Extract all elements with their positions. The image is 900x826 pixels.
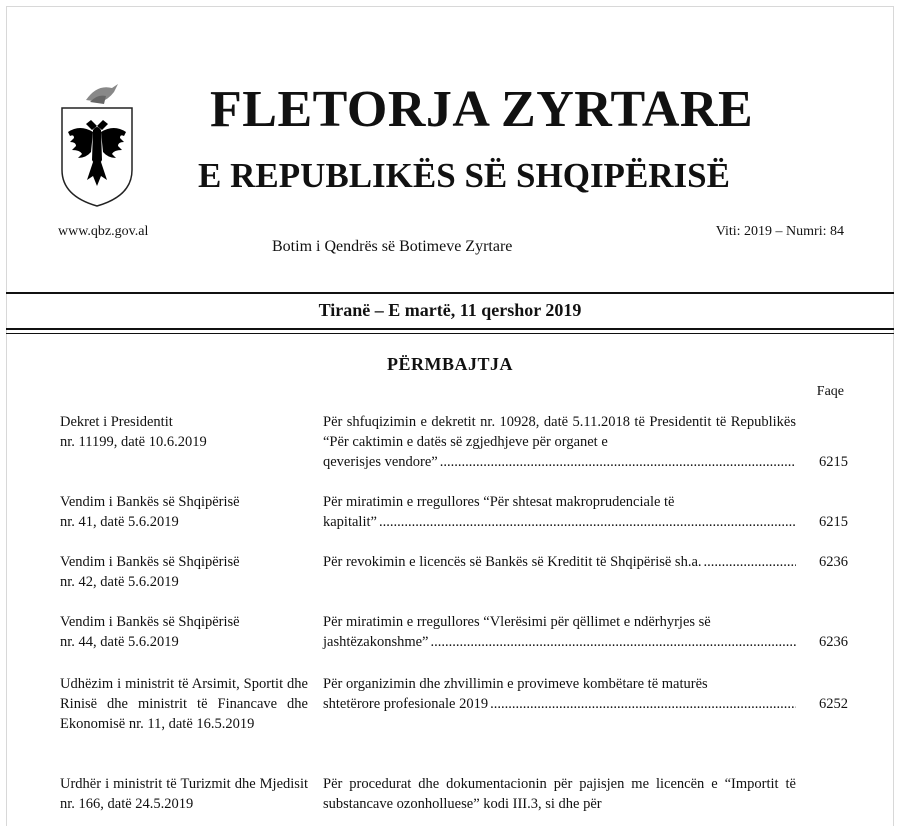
publisher-line: Botim i Qendrës së Botimeve Zyrtare xyxy=(272,238,513,255)
act-description xyxy=(323,774,796,814)
leader-dots xyxy=(490,694,796,714)
act-reference xyxy=(60,552,308,592)
act-type: Vendim i Bankës së Shqipërisë xyxy=(60,614,240,630)
act-number: nr. 11199, datë 10.6.2019 xyxy=(60,434,207,450)
act-number: nr. 41, datë 5.6.2019 xyxy=(60,514,179,530)
description-text: Për miratimin e rregullores “Vlerësimi për qëllimet e ndërhyrjes së xyxy=(323,614,711,630)
website-url[interactable]: www.qbz.gov.al xyxy=(58,224,149,239)
description-text: Për shfuqizimin e dekretit nr. 10928, datë 5.11.2018 të Presidentit të Republikës “Për caktimin e datës së zgjedhjeve për organet e xyxy=(323,414,796,450)
albanian-coat-of-arms-icon xyxy=(60,80,134,208)
page-number: 6236 xyxy=(819,554,848,570)
page-column-label: Faqe xyxy=(816,384,844,399)
act-type: Vendim i Bankës së Shqipërisë xyxy=(60,494,240,510)
act-type: Dekret i Presidentit xyxy=(60,414,173,430)
page-number: 6236 xyxy=(819,634,848,650)
act-reference xyxy=(60,612,308,652)
act-description xyxy=(323,674,796,714)
description-text-end: shtetërore profesionale 2019 xyxy=(323,696,489,712)
act-description xyxy=(323,492,796,532)
description-text-end: jashtëzakonshme” xyxy=(323,634,429,650)
leader-dots xyxy=(431,632,797,652)
description-text-end: Për revokimin e licencës së Bankës së Kreditit të Shqipërisë sh.a. xyxy=(323,554,702,570)
leader-dots xyxy=(379,512,796,532)
act-reference: Urdhër i ministrit të Turizmit dhe Mjedisit nr. 166, datë 24.5.2019 xyxy=(60,776,308,812)
description-text-end: qeverisjes vendore” xyxy=(323,454,438,470)
act-reference xyxy=(60,492,308,532)
toc-heading: PËRMBAJTJA xyxy=(387,354,513,374)
description-text: Për organizimin dhe zhvillimin e provimeve kombëtare të maturës xyxy=(323,676,708,692)
description-text: Për procedurat dhe dokumentacionin për pajisjen me licencën e “Importit të substancave ozonholluese” kodi III.3, si dhe për xyxy=(323,776,796,812)
act-reference: Udhëzim i ministrit të Arsimit, Sportit dhe Rinisë dhe ministrit të Financave dhe Ekonomisë nr. 11, datë 16.5.2019 xyxy=(60,676,308,732)
page-number: 6215 xyxy=(819,514,848,530)
page-number: 6252 xyxy=(819,696,848,712)
header-rule-top xyxy=(6,292,894,294)
act-description xyxy=(323,612,796,652)
issue-number: Viti: 2019 – Numri: 84 xyxy=(715,224,844,239)
act-number: nr. 42, datë 5.6.2019 xyxy=(60,574,179,590)
gazette-subtitle: E REPUBLIKËS SË SHQIPËRISË xyxy=(198,156,730,195)
header-rule-bottom xyxy=(6,328,894,330)
description-text: Për miratimin e rregullores “Për shtesat makroprudenciale të xyxy=(323,494,675,510)
leader-dots xyxy=(440,452,796,472)
act-number: nr. 44, datë 5.6.2019 xyxy=(60,634,179,650)
description-text-end: kapitalit” xyxy=(323,514,377,530)
header-rule-bottom-thin xyxy=(6,333,894,334)
leader-dots xyxy=(704,552,796,572)
act-description xyxy=(323,552,796,572)
act-reference xyxy=(60,412,308,452)
act-type: Vendim i Bankës së Shqipërisë xyxy=(60,554,240,570)
act-description xyxy=(323,412,796,472)
gazette-title: FLETORJA ZYRTARE xyxy=(210,81,754,138)
page-number: 6215 xyxy=(819,454,848,470)
dateline: Tiranë – E martë, 11 qershor 2019 xyxy=(318,300,582,320)
